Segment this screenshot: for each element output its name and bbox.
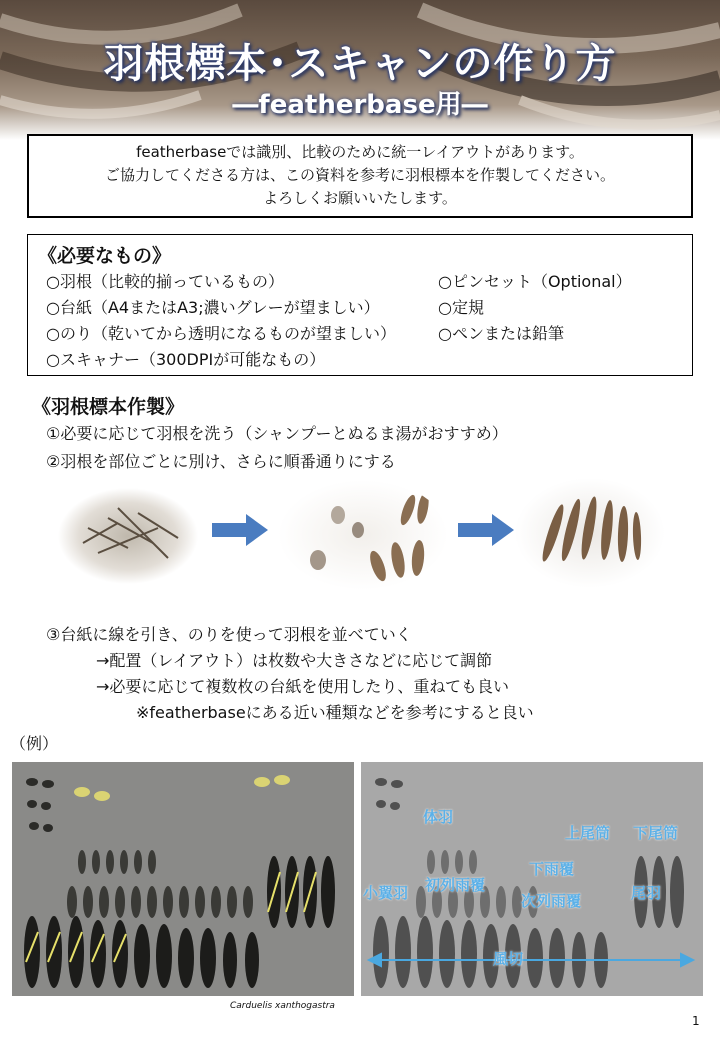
label-lower-wing-coverts: 下雨覆 (529, 860, 575, 878)
sample-sheet-feathers (12, 762, 354, 996)
label-primary-coverts: 初列雨覆 (425, 876, 486, 894)
sample-sheet-photo (12, 762, 354, 996)
page-number: 1 (692, 1014, 700, 1028)
page-title: 羽根標本･スキャンの作り方 (103, 41, 617, 87)
list-item: ○のり（乾いてから透明になるものが望ましい） (46, 324, 396, 343)
mixed-feathers-photo (58, 488, 198, 584)
list-item: ○羽根（比較的揃っているもの） (46, 272, 284, 291)
step-item: ③台紙に線を引き、のりを使って羽根を並べていく (46, 625, 412, 644)
list-item: ○ピンセット（Optional） (438, 272, 632, 291)
step-item: ①必要に応じて羽根を洗う（シャンプーとぬるま湯がおすすめ） (46, 424, 508, 443)
arrow-right-icon (458, 514, 514, 546)
step-note: ※featherbaseにある近い種類などを参考にすると良い (136, 703, 534, 722)
step-sub-item: →配置（レイアウト）は枚数や大きさなどに応じて調節 (96, 651, 493, 670)
step-item: ②羽根を部位ごとに別け、さらに順番通りにする (46, 452, 396, 471)
list-item: ○台紙（A4またはA3;濃いグレーが望ましい） (46, 298, 380, 317)
list-item: ○ペンまたは鉛筆 (438, 324, 564, 343)
step-sub-item: →必要に応じて複数枚の台紙を使用したり、重ねても良い (96, 677, 510, 696)
intro-box (27, 134, 693, 218)
label-tail-feathers: 尾羽 (631, 884, 662, 902)
list-item: ○スキャナー（300DPIが可能なもの） (46, 350, 326, 369)
making-heading: 《羽根標本作製》 (32, 396, 185, 418)
example-label: （例） (10, 734, 59, 753)
steps-list (46, 420, 508, 476)
label-flight-feathers: 風切 (493, 950, 524, 968)
requirements-list-left (46, 269, 396, 373)
requirements-box (27, 234, 693, 376)
label-alula: 小翼羽 (363, 884, 409, 902)
label-upper-tail-coverts: 上尾筒 (565, 824, 611, 842)
sorted-feathers-photo (278, 480, 448, 590)
label-lower-tail-coverts: 下尾筒 (633, 824, 679, 842)
ordered-feathers-photo (515, 478, 665, 588)
header-banner (0, 0, 720, 140)
requirements-heading: 《必要なもの》 (38, 245, 172, 267)
step3-block (46, 622, 534, 726)
labeled-sheet-feathers (361, 762, 703, 996)
arrow-right-icon (212, 514, 268, 546)
requirements-list-right (438, 269, 632, 347)
label-secondary-coverts: 次列雨覆 (521, 892, 582, 910)
intro-line: ご協力してくださる方は、この資料を参考に羽根標本を作製してください。 (104, 166, 615, 184)
intro-line: featherbaseでは識別、比較のために統一レイアウトがあります。 (136, 143, 584, 161)
labeled-sheet-photo (361, 762, 703, 996)
label-body-feathers: 体羽 (423, 808, 454, 826)
list-item: ○定規 (438, 298, 484, 317)
species-caption: Carduelis xanthogastra (230, 1001, 335, 1011)
intro-line: よろしくお願いいたします。 (263, 189, 457, 207)
page-subtitle: ―featherbase用― (232, 90, 488, 120)
